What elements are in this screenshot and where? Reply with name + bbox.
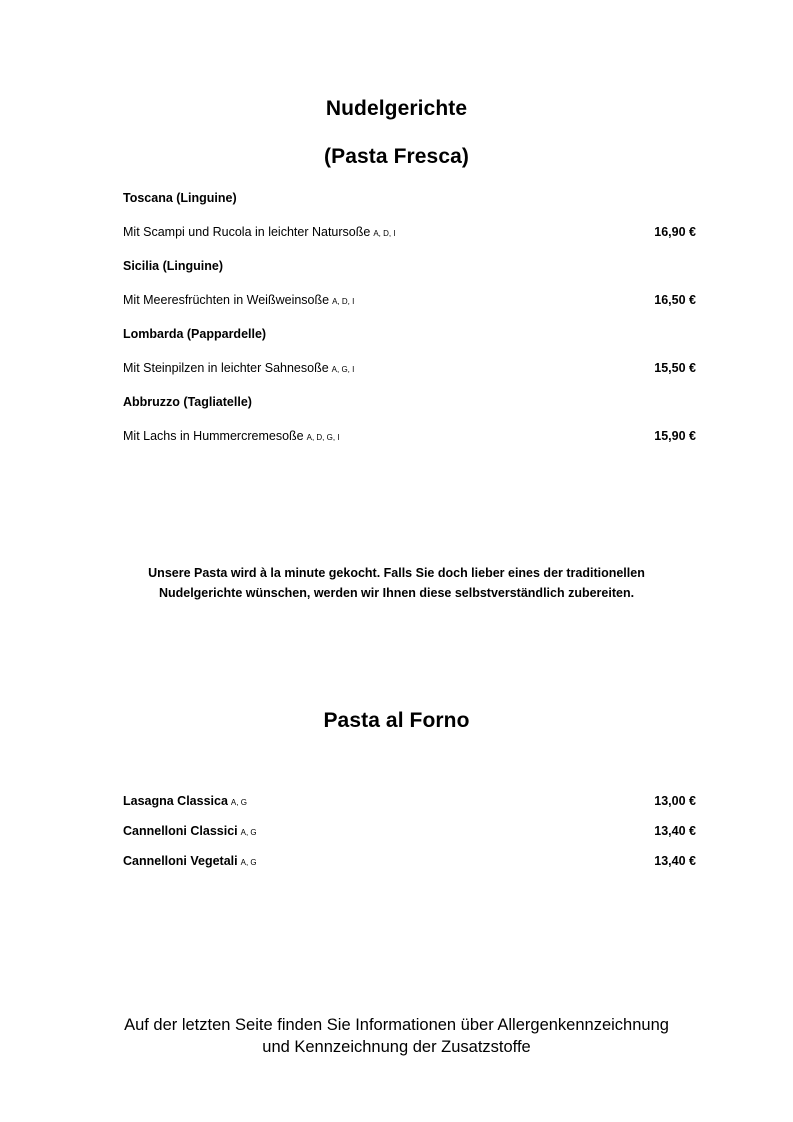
dish-name-lombarda: Lombarda (Pappardelle) [123,327,267,341]
preparation-note [0,563,793,603]
dish-name-cannelloni-classici: Cannelloni Classici [123,824,238,838]
allergen-codes-lasagna-classica: A, G [230,798,247,807]
allergen-info-footer [0,1014,793,1058]
dish-line-toscana [123,225,696,239]
dish-name-toscana: Toscana (Linguine) [123,191,237,205]
price-abbruzzo: 15,90 € [654,429,696,443]
price-toscana: 16,90 € [654,225,696,239]
allergen-codes-cannelloni-classici: A, G [240,828,257,837]
price-cannelloni-classici: 13,40 € [654,824,696,838]
dish-line-cannelloni-vegetali [123,854,696,868]
allergen-codes-sicilia: A, D, I [332,297,355,306]
dish-line-sicilia [123,293,696,307]
allergen-codes-abbruzzo: A, D, G, I [306,433,340,442]
section-title-pasta-al-forno: Pasta al Forno [323,709,470,732]
dish-line-abbruzzo [123,429,696,443]
allergen-codes-cannelloni-vegetali: A, G [240,858,257,867]
price-cannelloni-vegetali: 13,40 € [654,854,696,868]
dish-name-cannelloni-vegetali: Cannelloni Vegetali [123,854,238,868]
section-subtitle-pasta-fresca: (Pasta Fresca) [324,145,469,168]
section-title-nudelgerichte: Nudelgerichte [325,97,468,120]
allergen-codes-toscana: A, D, I [373,229,396,238]
price-sicilia: 16,50 € [654,293,696,307]
dish-name-sicilia: Sicilia (Linguine) [123,259,224,273]
price-lombarda: 15,50 € [654,361,696,375]
dish-name-lasagna-classica: Lasagna Classica [123,794,228,808]
dish-name-abbruzzo: Abbruzzo (Tagliatelle) [123,395,252,409]
dish-description-toscana: Mit Scampi und Rucola in leichter Natursoße [123,225,371,239]
dish-line-cannelloni-classici [123,824,696,838]
dish-description-abbruzzo: Mit Lachs in Hummercremesoße [123,429,304,443]
dish-line-lasagna-classica [123,794,696,808]
dish-description-sicilia: Mit Meeresfrüchten in Weißweinsoße [123,293,330,307]
preparation-note-line-2: Nudelgerichte wünschen, werden wir Ihnen diese selbstverständlich zubereiten. [158,586,635,600]
dish-description-lombarda: Mit Steinpilzen in leichter Sahnesoße [123,361,329,375]
allergen-info-footer-line-1: Auf der letzten Seite finden Sie Informationen über Allergenkennzeichnung [124,1016,669,1034]
dish-line-lombarda [123,361,696,375]
allergen-codes-lombarda: A, G, I [331,365,355,374]
allergen-info-footer-line-2: und Kennzeichnung der Zusatzstoffe [262,1038,531,1056]
preparation-note-line-1: Unsere Pasta wird à la minute gekocht. Falls Sie doch lieber eines der traditionellen [148,566,645,580]
price-lasagna-classica: 13,00 € [654,794,696,808]
